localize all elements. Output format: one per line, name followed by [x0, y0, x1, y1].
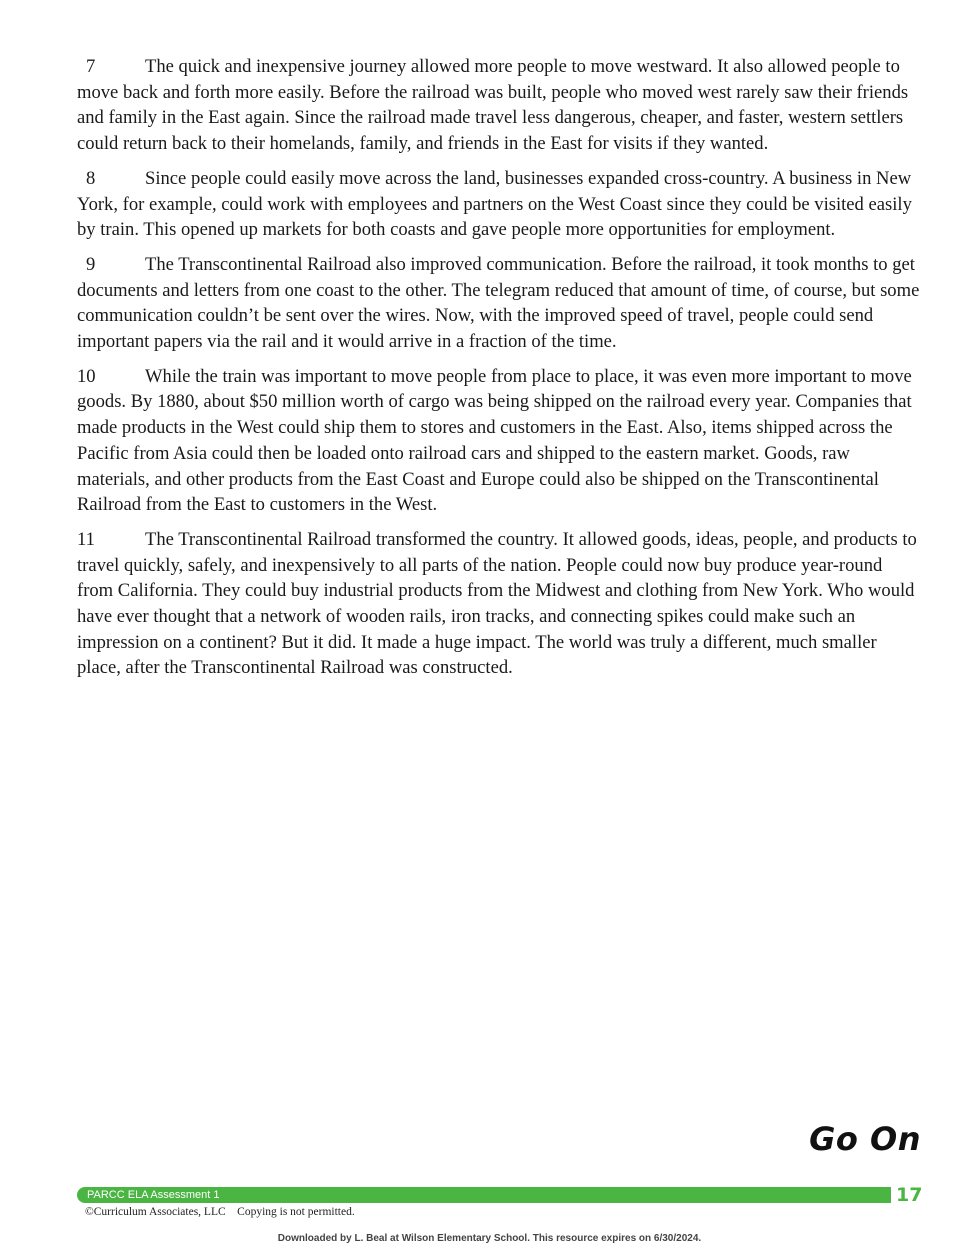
paragraph-number: 10 — [77, 365, 96, 387]
paragraph-text: While the train was important to move people from place to place, it was even more important to move goods. By 1880, about $50 million worth of cargo was being shipped on the railroad every year. Companies that made products in the West could ship them to stores and customers in the East. Also, items shipped across the Pacific from Asia could then be loaded onto railroad cars and shipped to the eastern market. Goods, raw materials, and other products from the East Coast and Europe could also be shipped on the Transcontinental Railroad from the East to customers in the West. — [77, 365, 912, 516]
paragraph-number: 9 — [86, 253, 96, 275]
paragraph-text: The Transcontinental Railroad also improved communication. Before the railroad, it took months to get documents and letters from one coast to the other. The telegram reduced that amount of time, of course, but some communication couldn’t be sent over the wires. Now, with the improved speed of travel, people could send important papers via the rail and it would arrive in a fraction of the time. — [77, 253, 920, 353]
assessment-label: PARCC ELA Assessment 1 — [87, 1189, 220, 1201]
paragraph-text: The quick and inexpensive journey allowed more people to move westward. It also allowed people to move back and forth more easily. Before the railroad was built, people who moved west rarely saw their friends and family in the East again. Since the railroad made travel less dangerous, cheaper, and faster, western settlers could return back to their homelands, family, and friends in the East for visits if they wanted. — [77, 56, 909, 155]
paragraph — [77, 252, 922, 355]
footer-bar — [77, 1187, 891, 1203]
paragraph — [77, 166, 922, 243]
download-note: Downloaded by L. Beal at Wilson Elementary School. This resource expires on 6/30/2024. — [277, 1233, 702, 1244]
copyright-notice: ©Curriculum Associates, LLC Copying is not permitted. — [85, 1206, 355, 1218]
paragraph-number: 11 — [77, 528, 95, 550]
paragraph — [77, 527, 922, 681]
paragraph-number: 8 — [86, 167, 96, 189]
page-number: 17 — [896, 1184, 923, 1206]
passage-body — [77, 54, 922, 690]
paragraph — [77, 364, 922, 518]
paragraph-number: 7 — [86, 56, 96, 77]
paragraph-text: The Transcontinental Railroad transformed the country. It allowed goods, ideas, people, and products to travel quickly, safely, and inexpensively to all parts of the nation. People could now buy produce year-round from California. They could buy industrial products from the Midwest and clothing from New York. Who would have ever thought that a network of wooden rails, iron tracks, and connecting spikes could make such an impression on a continent? But it did. It made a huge impact. The world was truly a different, much smaller place, after the Transcontinental Railroad was constructed. — [77, 528, 917, 679]
go-on-label: Go On — [809, 1120, 921, 1158]
paragraph-text: Since people could easily move across the land, businesses expanded cross-country. A business in New York, for example, could work with employees and partners on the West Coast since they could be visited easily by train. This opened up markets for both coasts and gave people more opportunities for employment. — [77, 167, 912, 241]
paragraph — [77, 54, 922, 157]
